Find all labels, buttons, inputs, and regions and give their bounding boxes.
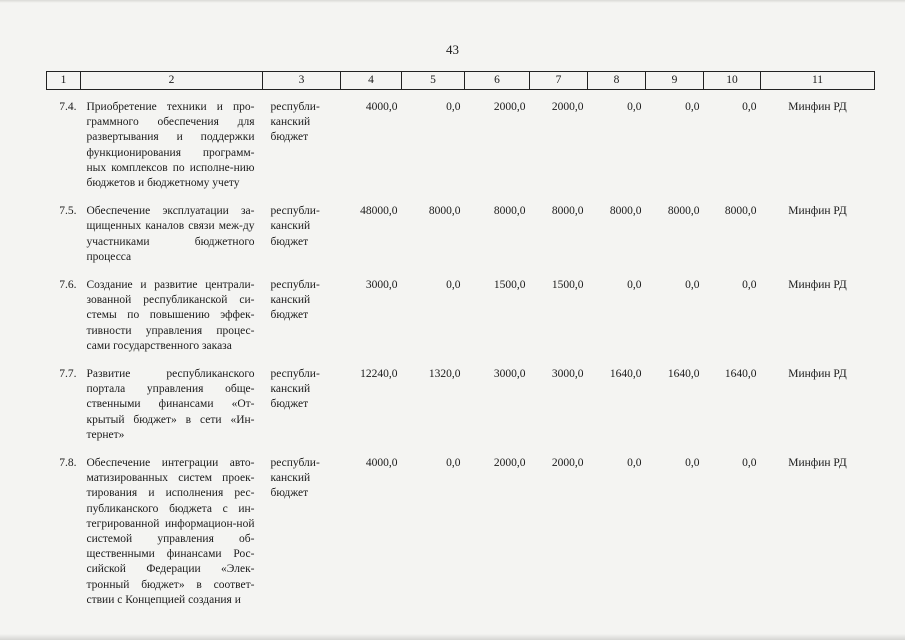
row-value: 3000,0: [493, 368, 526, 381]
row-number: 7.4.: [59, 101, 77, 113]
row-name: Приобретение техники и про-граммного обеспечения для развертывания и поддержки функционирования программ-ных комплексов по исполне-нию бюджетов и бюджетному учету: [86, 101, 255, 190]
row-value: 1500,0: [493, 279, 526, 292]
row-value: 1640,0: [667, 368, 700, 381]
row-value: 0,0: [742, 279, 757, 292]
scan-edge-bottom: [0, 634, 905, 640]
row-name: Обеспечение эксплуатации за-щищенных каналов связи меж-ду участниками бюджетного процесса: [86, 205, 255, 263]
row-number: 7.6.: [59, 279, 77, 292]
table-row: [47, 90, 875, 205]
row-executor: Минфин РД: [788, 279, 847, 292]
row-value: 2000,0: [493, 101, 526, 113]
row-number: 7.5.: [59, 205, 77, 218]
row-value: 8000,0: [724, 205, 757, 218]
row-value: 0,0: [742, 101, 757, 113]
row-name: Создание и развитие централи-зованной республиканской си-стемы по повышению эффек-тивности управления процес-сами государственного заказа: [86, 279, 255, 352]
row-value: 8000,0: [428, 205, 461, 218]
header-cell: 8: [588, 72, 646, 90]
header-cell: 2: [81, 72, 263, 90]
table-row: [47, 278, 875, 367]
row-value: 0,0: [627, 457, 642, 470]
row-source: республи-канский бюджет: [270, 101, 320, 144]
row-value: 8000,0: [667, 205, 700, 218]
header-cell: 4: [341, 72, 402, 90]
table-row: [47, 367, 875, 456]
row-value: 1640,0: [724, 368, 757, 381]
row-value: 8000,0: [551, 205, 584, 218]
row-executor: Минфин РД: [788, 368, 847, 381]
row-value: 1500,0: [551, 279, 584, 292]
budget-table: [46, 71, 875, 621]
row-executor: Минфин РД: [788, 205, 847, 218]
header-row: [47, 72, 875, 90]
header-cell: 7: [530, 72, 588, 90]
row-value: 0,0: [446, 457, 461, 470]
row-source: республи-канский бюджет: [270, 205, 320, 248]
row-value: 0,0: [685, 101, 700, 113]
table-row: [47, 456, 875, 621]
row-source: республи-канский бюджет: [270, 368, 320, 411]
row-source: республи-канский бюджет: [270, 457, 320, 500]
row-value: 1640,0: [609, 368, 642, 381]
row-value: 3000,0: [365, 279, 398, 292]
row-name: Обеспечение интеграции авто-матизированных систем проек-тирования и исполнения рес-публиканского бюджета с ин-тегрированной информацион-ной системой управления об-щественными финансами Рос-сийской Федерации «Элек-тронный бюджет» в соответ-ствии с Концепцией создания и: [86, 457, 255, 606]
header-cell: 3: [263, 72, 341, 90]
row-source: республи-канский бюджет: [270, 279, 320, 322]
row-value: 0,0: [446, 101, 461, 113]
row-value: 4000,0: [365, 457, 398, 470]
row-value: 0,0: [627, 101, 642, 113]
row-value: 0,0: [627, 279, 642, 292]
scan-edge-top: [0, 0, 905, 3]
row-number: 7.8.: [59, 457, 77, 470]
row-value: 0,0: [685, 279, 700, 292]
header-cell: 10: [704, 72, 761, 90]
row-value: 0,0: [685, 457, 700, 470]
row-value: 1320,0: [428, 368, 461, 381]
row-number: 7.7.: [59, 368, 77, 381]
header-cell: 9: [646, 72, 704, 90]
row-value: 8000,0: [493, 205, 526, 218]
row-executor: Минфин РД: [788, 457, 847, 470]
page-number: 43: [446, 42, 459, 57]
row-value: 8000,0: [609, 205, 642, 218]
header-cell: 5: [402, 72, 465, 90]
row-value: 0,0: [446, 279, 461, 292]
row-value: 48000,0: [360, 205, 398, 218]
row-value: 3000,0: [551, 368, 584, 381]
row-value: 12240,0: [360, 368, 398, 381]
row-value: 0,0: [742, 457, 757, 470]
table-row: [47, 204, 875, 278]
header-cell: 11: [761, 72, 875, 90]
row-name: Развитие республиканского портала управления обще-ственными финансами «От-крытый бюджет» в сети «Ин-тернет»: [86, 368, 255, 441]
row-executor: Минфин РД: [788, 101, 847, 113]
header-cell: 1: [47, 72, 81, 90]
row-value: 2000,0: [551, 101, 584, 113]
header-cell: 6: [465, 72, 530, 90]
row-value: 2000,0: [551, 457, 584, 470]
row-value: 2000,0: [493, 457, 526, 470]
row-value: 4000,0: [365, 101, 398, 113]
